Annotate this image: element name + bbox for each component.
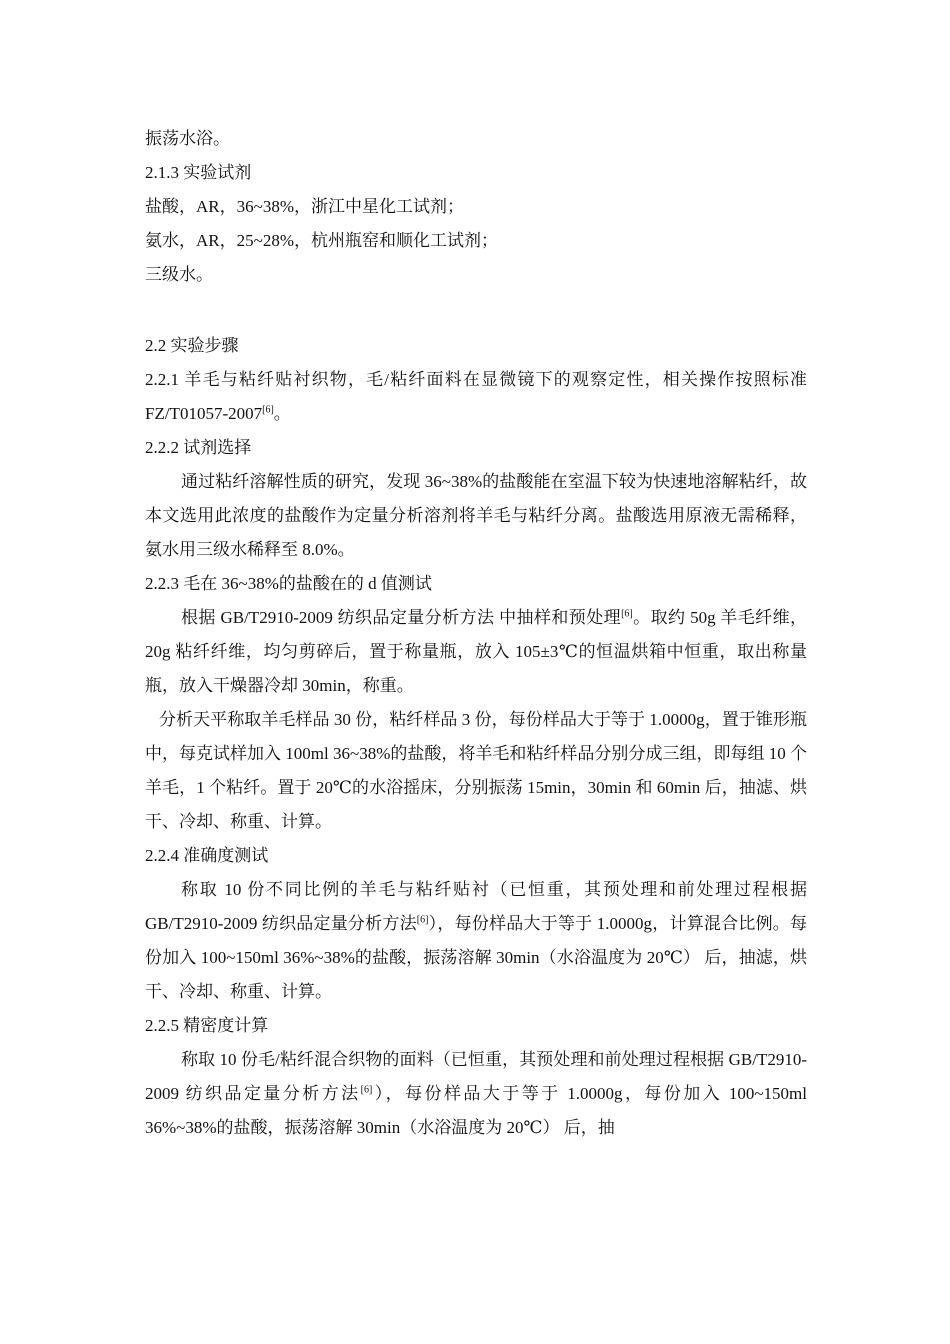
citation-ref: [6] [416, 914, 429, 926]
paragraph-reagent-selection: 通过粘纤溶解性质的研究，发现 36~38%的盐酸能在室温下较为快速地溶解粘纤，故本文选用此浓度的盐酸作为定量分析溶剂将羊毛与粘纤分离。盐酸选用原液无需稀释，氨水用三级水稀释至 8.0%。 [145, 472, 807, 559]
citation-ref: [6] [621, 608, 633, 620]
paragraph-text: 根据 GB/T2910-2009 纺织品定量分析方法 中抽样和预处理 [181, 608, 622, 627]
reagent-ammonia: 氨水，AR，25~28%，杭州瓶窑和顺化工试剂； [145, 231, 498, 250]
paragraph-text: ），每份样品大于等于 1.0000g，每份加入 100~150ml 36%~38%的盐酸，振荡溶解 30min（水浴温度为 20℃） 后，抽 [145, 1084, 807, 1137]
document-page [145, 122, 807, 1145]
paragraph-weighing: 分析天平称取羊毛样品 30 份，粘纤样品 3 份，每份样品大于等于 1.0000g，置于锥形瓶中，每克试样加入 100ml 36~38%的盐酸，将羊毛和粘纤样品分别分成三组，即每组 10 个羊毛，1 个粘纤。置于 20℃的水浴摇床，分别振荡 15min，30min 和 60min 后，抽滤、烘干、冷却、称重、计算。 [145, 710, 807, 831]
section-heading-2-2-3: 2.2.3 毛在 36~38%的盐酸在的 d 值测试 [145, 574, 432, 593]
paragraph-text: 。取约 50g 羊毛纤维，20g 粘纤纤维，均匀剪碎后，置于称量瓶，放入 105±3℃的恒温烘箱中恒重，取出称量瓶，放入干燥器冷却 30min，称重。 [145, 608, 808, 695]
section-heading-2-1-3: 2.1.3 实验试剂 [145, 163, 252, 182]
paragraph-sampling [145, 601, 807, 703]
section-heading-2-2-4: 2.2.4 准确度测试 [145, 846, 269, 865]
citation-ref: [6] [262, 404, 274, 416]
section-heading-2-2: 2.2 实验步骤 [145, 336, 239, 355]
section-heading-2-2-5: 2.2.5 精密度计算 [145, 1016, 269, 1035]
citation-ref: [6] [360, 1084, 373, 1096]
section-heading-2-2-2: 2.2.2 试剂选择 [145, 438, 252, 457]
paragraph-text: 。 [273, 404, 291, 423]
paragraph-precision [145, 1043, 807, 1145]
blank-line [145, 292, 807, 329]
paragraph-2-2-1 [145, 363, 807, 431]
reagent-hydrochloric-acid: 盐酸，AR，36~38%，浙江中星化工试剂； [145, 197, 464, 216]
paragraph-text: ），每份样品大于等于 1.0000g，计算混合比例。每份加入 100~150ml 36%~38%的盐酸，振荡溶解 30min（水浴温度为 20℃） 后，抽滤，烘干、冷却、称重、计算。 [145, 914, 807, 1001]
text-line: 振荡水浴。 [145, 129, 230, 148]
paragraph-text: 称取 10 份毛/粘纤混合织物的面料（已恒重，其预处理和前处理过程根据 GB/T2910-2009 纺织品定量分析方法 [145, 1050, 807, 1103]
paragraph-text: 2.2.1 羊毛与粘纤贴衬织物，毛/粘纤面料在显微镜下的观察定性，相关操作按照标准 FZ/T01057-2007 [145, 370, 807, 423]
paragraph-accuracy [145, 873, 807, 1009]
reagent-water: 三级水。 [145, 265, 213, 284]
paragraph-text: 称取 10 份不同比例的羊毛与粘纤贴衬（已恒重，其预处理和前处理过程根据 GB/T2910-2009 纺织品定量分析方法 [145, 880, 807, 933]
